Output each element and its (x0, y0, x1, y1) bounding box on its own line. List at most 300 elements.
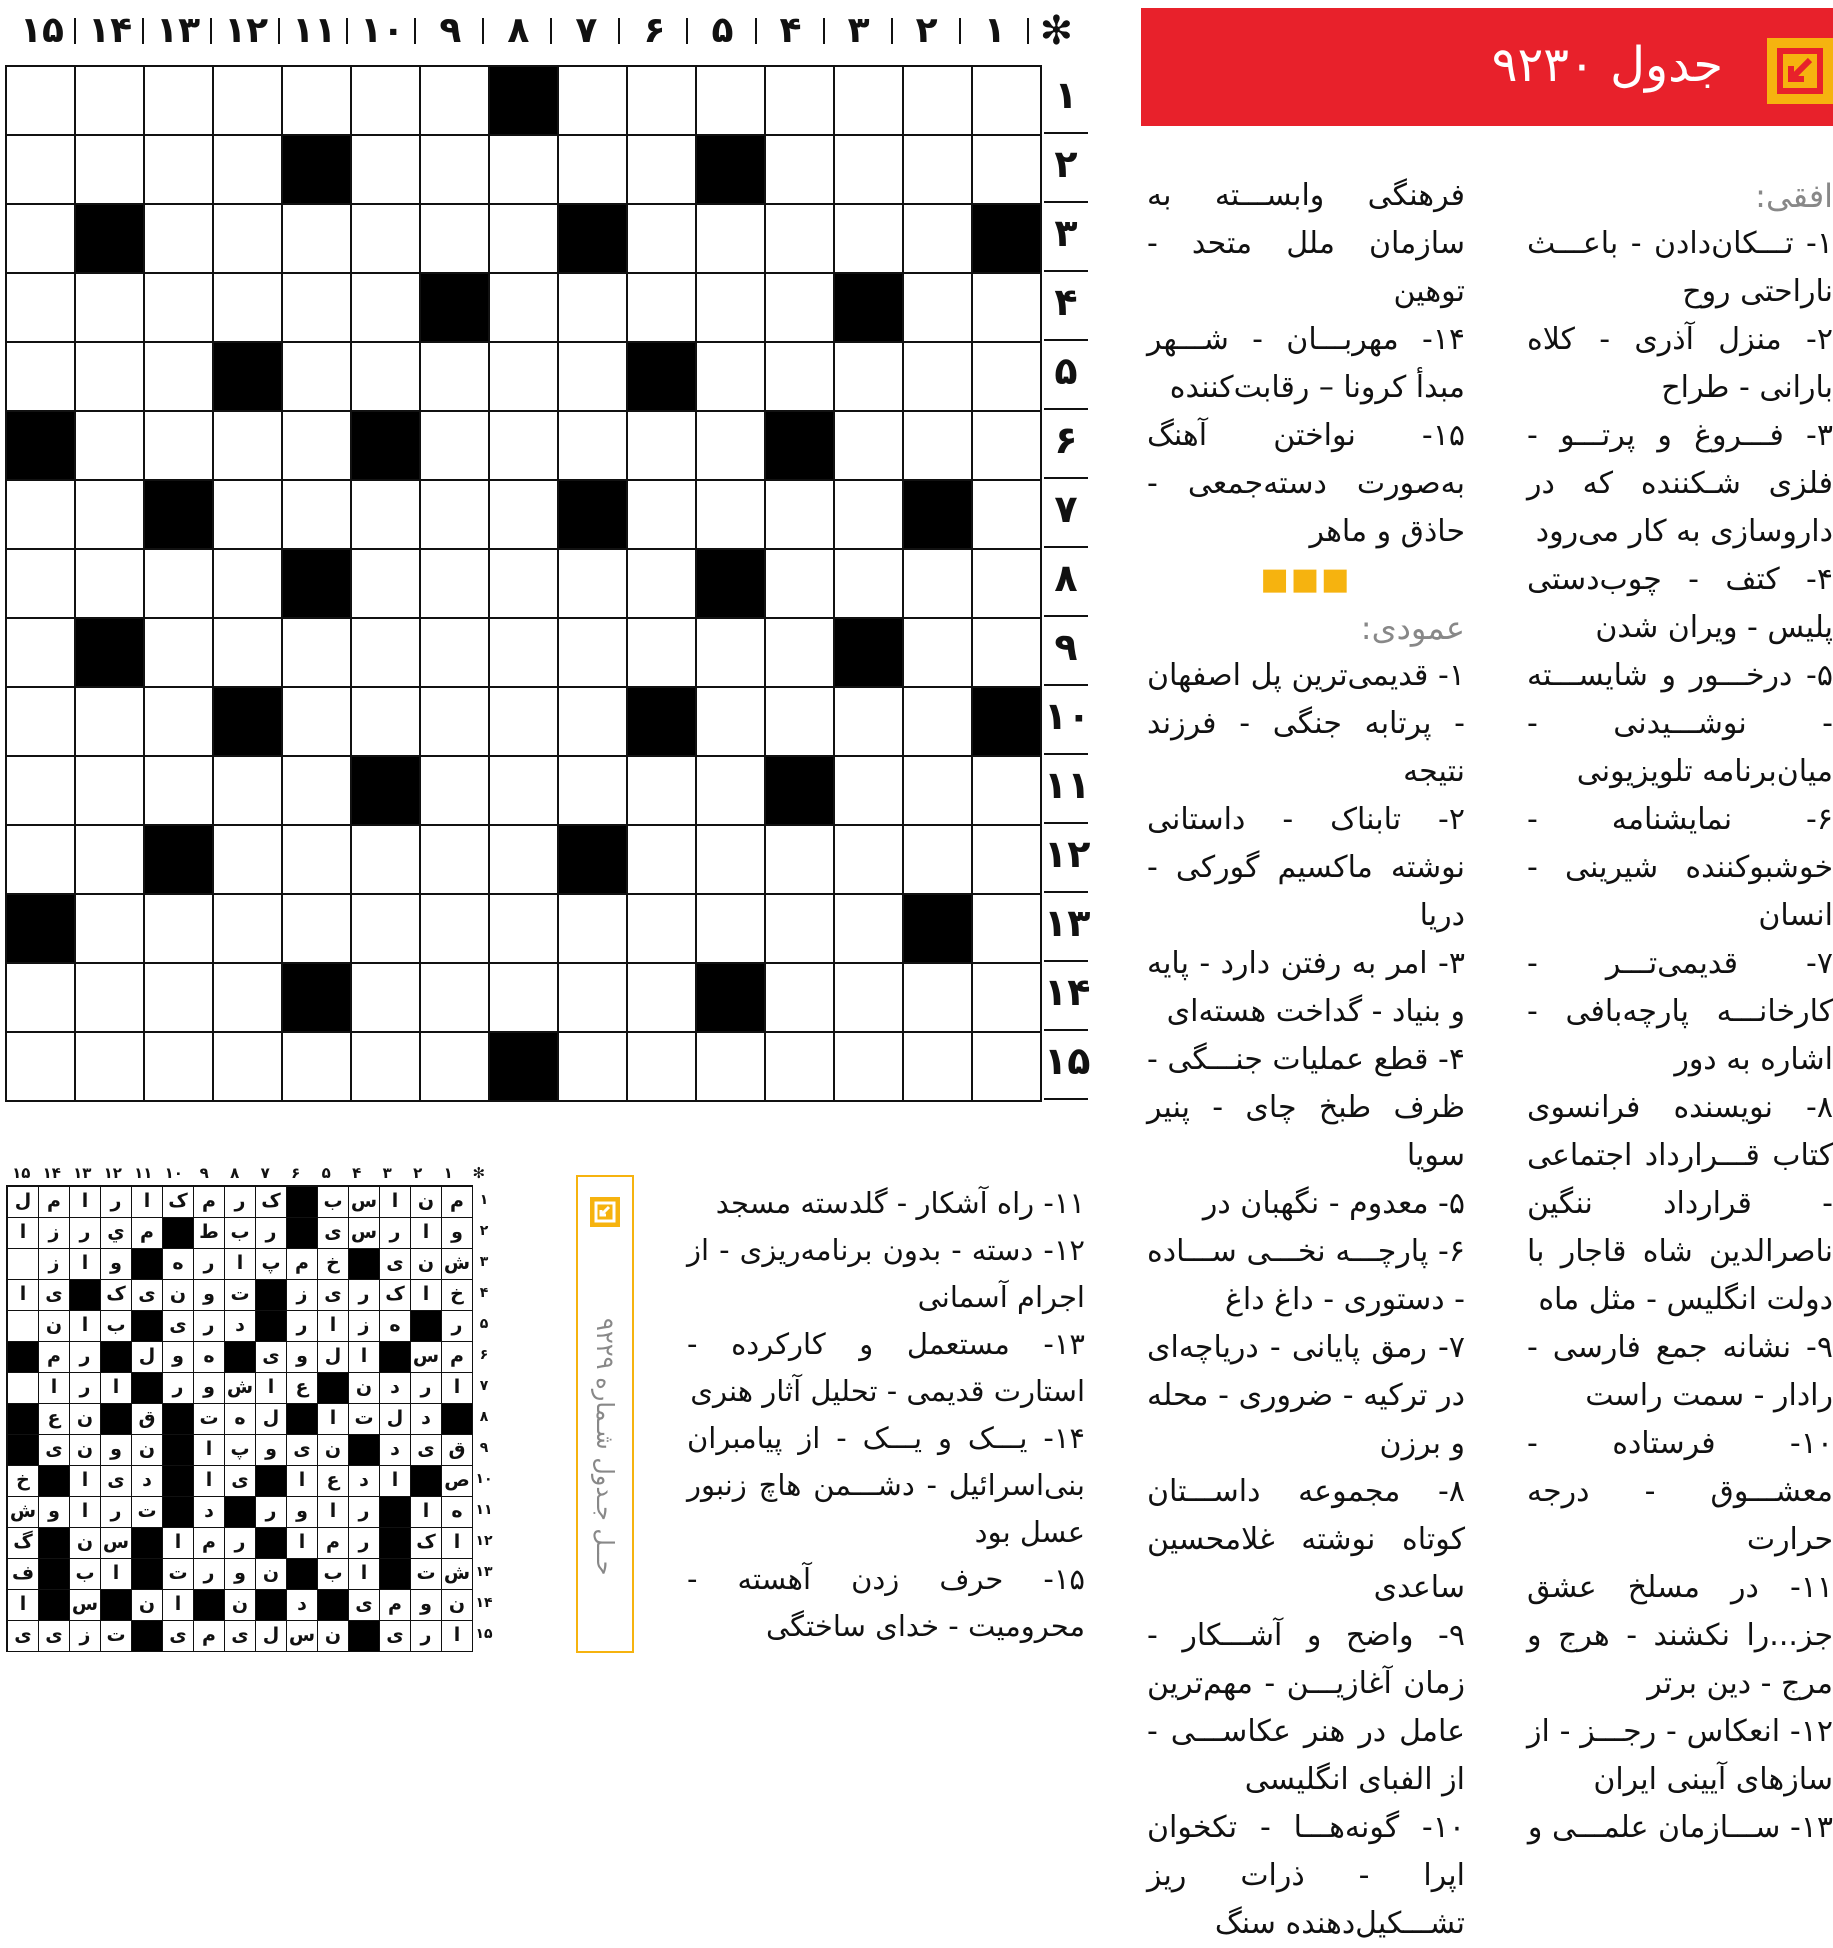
answer-cell[interactable] (904, 757, 973, 826)
answer-cell[interactable] (145, 688, 214, 757)
solution-row-number: ۱ (479, 1192, 489, 1208)
answer-cell[interactable] (766, 550, 835, 619)
answer-cell[interactable] (352, 205, 421, 274)
answer-cell[interactable] (835, 1033, 904, 1102)
answer-cell[interactable] (283, 343, 352, 412)
answer-cell[interactable] (904, 205, 973, 274)
solution-letter-cell: ر (411, 1621, 442, 1652)
answer-cell[interactable] (352, 895, 421, 964)
solution-letter-cell: ا (132, 1187, 163, 1218)
solution-column-number: ۴ (352, 1164, 362, 1182)
answer-cell[interactable] (214, 412, 283, 481)
answer-cell[interactable] (352, 481, 421, 550)
answer-cell[interactable] (973, 1033, 1042, 1102)
answer-cell[interactable] (973, 343, 1042, 412)
solution-row-number: ۱۰ (475, 1471, 493, 1487)
solution-black-cell (101, 1342, 132, 1373)
solution-letter-cell: ی (101, 1466, 132, 1497)
answer-cell[interactable] (697, 619, 766, 688)
answer-cell[interactable] (835, 136, 904, 205)
answer-cell[interactable] (973, 136, 1042, 205)
solution-letter-cell: ی (287, 1435, 318, 1466)
answer-cell[interactable] (766, 67, 835, 136)
clue-text: ۵- درخـــور و شایســـته - نوشـــیدنی - میان‌برنامه تلویزیونی (1527, 658, 1833, 789)
column-number: ۲ (893, 6, 961, 56)
row-number: ۱۱ (1044, 755, 1088, 824)
solution-letter-cell: ن (163, 1280, 194, 1311)
answer-cell[interactable] (628, 136, 697, 205)
row-number: ۲ (1044, 134, 1088, 203)
black-cell (697, 964, 766, 1033)
solution-letter-cell: ر (194, 1249, 225, 1280)
answer-cell[interactable] (628, 619, 697, 688)
answer-cell[interactable] (904, 964, 973, 1033)
answer-cell[interactable] (559, 412, 628, 481)
black-cell (973, 205, 1042, 274)
answer-cell[interactable] (421, 619, 490, 688)
black-cell (490, 67, 559, 136)
solution-letter-cell: د (411, 1404, 442, 1435)
answer-cell[interactable] (490, 964, 559, 1033)
solution-letter-cell: س (101, 1528, 132, 1559)
clue-text: ۵- معدوم - نگهبان در (1202, 1186, 1465, 1221)
row-number: ۱ (1044, 65, 1088, 134)
answer-cell[interactable] (214, 481, 283, 550)
answer-cell[interactable] (973, 757, 1042, 826)
answer-cell[interactable] (283, 895, 352, 964)
answer-cell[interactable] (904, 274, 973, 343)
answer-cell[interactable] (352, 136, 421, 205)
answer-cell[interactable] (214, 1033, 283, 1102)
answer-cell[interactable] (352, 550, 421, 619)
answer-cell[interactable] (7, 205, 76, 274)
solution-letter-cell: ی (39, 1621, 70, 1652)
answer-cell[interactable] (352, 67, 421, 136)
answer-cell[interactable] (352, 688, 421, 757)
answer-cell[interactable] (628, 550, 697, 619)
column-numbers-header (8, 6, 1084, 56)
solution-letter-cell: ا (70, 1497, 101, 1528)
solution-letter-cell: ر (101, 1497, 132, 1528)
black-cell (904, 481, 973, 550)
solution-letter-cell: ا (70, 1187, 101, 1218)
answer-cell[interactable] (697, 1033, 766, 1102)
answer-cell[interactable] (76, 274, 145, 343)
black-cell (76, 205, 145, 274)
answer-cell[interactable] (421, 826, 490, 895)
solution-letter-cell: ه (194, 1342, 225, 1373)
solution-letter-cell: ا (287, 1528, 318, 1559)
answer-cell[interactable] (145, 274, 214, 343)
answer-cell[interactable] (835, 757, 904, 826)
answer-cell[interactable] (76, 343, 145, 412)
solution-letter-cell: ق (442, 1435, 473, 1466)
solution-row-number: ۳ (479, 1254, 489, 1270)
answer-cell[interactable] (973, 67, 1042, 136)
answer-cell[interactable] (628, 826, 697, 895)
solution-letter-cell: م (39, 1342, 70, 1373)
answer-cell[interactable] (973, 826, 1042, 895)
answer-cell[interactable] (697, 688, 766, 757)
answer-cell[interactable] (421, 67, 490, 136)
answer-cell[interactable] (421, 964, 490, 1033)
answer-cell[interactable] (76, 136, 145, 205)
answer-cell[interactable] (145, 136, 214, 205)
answer-cell[interactable] (490, 274, 559, 343)
clue-text: ۶- پارچـــه نخـــی ســـاده - دستوری - داغ داغ (1147, 1234, 1465, 1317)
answer-cell[interactable] (766, 136, 835, 205)
solution-letter-cell: ر (256, 1497, 287, 1528)
answer-cell[interactable] (7, 274, 76, 343)
answer-cell[interactable] (697, 205, 766, 274)
solution-letter-cell: ت (132, 1497, 163, 1528)
answer-cell[interactable] (7, 67, 76, 136)
answer-cell[interactable] (145, 757, 214, 826)
solution-row-number: ۵ (479, 1316, 489, 1332)
answer-cell[interactable] (559, 1033, 628, 1102)
answer-cell[interactable] (559, 550, 628, 619)
solution-column-number: ۳ (382, 1164, 392, 1182)
answer-cell[interactable] (214, 895, 283, 964)
answer-cell[interactable] (352, 343, 421, 412)
solution-black-cell (287, 1559, 318, 1590)
row-number: ۴ (1044, 272, 1088, 341)
answer-cell[interactable] (7, 964, 76, 1033)
answer-cell[interactable] (283, 412, 352, 481)
answer-cell[interactable] (628, 205, 697, 274)
answer-cell[interactable] (490, 550, 559, 619)
answer-cell[interactable] (766, 205, 835, 274)
solution-black-cell (256, 1528, 287, 1559)
solution-row-number: ۴ (479, 1285, 489, 1301)
solution-letter-cell: ا (442, 1528, 473, 1559)
answer-cell[interactable] (835, 550, 904, 619)
answer-cell[interactable] (145, 619, 214, 688)
answer-cell[interactable] (76, 1033, 145, 1102)
answer-cell[interactable] (421, 205, 490, 274)
answer-cell[interactable] (628, 1033, 697, 1102)
answer-cell[interactable] (559, 343, 628, 412)
solution-row-number: ۱۱ (475, 1502, 493, 1518)
answer-cell[interactable] (352, 619, 421, 688)
column-number: ۱۰ (348, 6, 416, 56)
answer-cell[interactable] (490, 205, 559, 274)
answer-cell[interactable] (214, 274, 283, 343)
answer-cell[interactable] (766, 274, 835, 343)
answer-cell[interactable] (352, 1033, 421, 1102)
solution-row-number: ۸ (479, 1409, 489, 1425)
solution-letter-cell: ع (39, 1404, 70, 1435)
answer-cell[interactable] (835, 964, 904, 1033)
answer-cell[interactable] (973, 619, 1042, 688)
answer-cell[interactable] (214, 964, 283, 1033)
solution-letter-cell: ی (163, 1621, 194, 1652)
answer-cell[interactable] (7, 1033, 76, 1102)
solution-letter-cell: ت (349, 1404, 380, 1435)
answer-cell[interactable] (76, 412, 145, 481)
answer-cell[interactable] (904, 412, 973, 481)
solution-black-cell (163, 1404, 194, 1435)
answer-cell[interactable] (145, 412, 214, 481)
answer-cell[interactable] (973, 274, 1042, 343)
column-number: ۱۴ (76, 6, 144, 56)
black-cell (283, 136, 352, 205)
solution-letter-cell: ا (349, 1559, 380, 1590)
solution-letter-cell: ن (256, 1559, 287, 1590)
answer-cell[interactable] (904, 688, 973, 757)
answer-cell[interactable] (76, 67, 145, 136)
answer-cell[interactable] (490, 481, 559, 550)
answer-cell[interactable] (490, 757, 559, 826)
black-cell (559, 205, 628, 274)
answer-cell[interactable] (145, 964, 214, 1033)
answer-cell[interactable] (904, 550, 973, 619)
answer-cell[interactable] (697, 274, 766, 343)
solution-letter-cell: و (163, 1342, 194, 1373)
solution-black-cell (380, 1497, 411, 1528)
answer-cell[interactable] (283, 67, 352, 136)
answer-cell[interactable] (76, 688, 145, 757)
answer-cell[interactable] (835, 481, 904, 550)
answer-cell[interactable] (697, 757, 766, 826)
solution-letter-cell: س (349, 1187, 380, 1218)
answer-cell[interactable] (835, 826, 904, 895)
column-number: ۱۱ (280, 6, 348, 56)
answer-cell[interactable] (352, 826, 421, 895)
answer-cell[interactable] (559, 895, 628, 964)
answer-cell[interactable] (490, 826, 559, 895)
answer-cell[interactable] (628, 757, 697, 826)
answer-cell[interactable] (421, 550, 490, 619)
answer-cell[interactable] (766, 1033, 835, 1102)
clue-text: ۱- قدیمی‌ترین پل اصفهان - پرتابه جنگی - فرزند نتیجه (1147, 658, 1465, 789)
answer-cell[interactable] (835, 895, 904, 964)
answer-cell[interactable] (559, 964, 628, 1033)
answer-cell[interactable] (214, 757, 283, 826)
answer-cell[interactable] (766, 343, 835, 412)
solution-letter-cell: ا (349, 1342, 380, 1373)
solution-letter-cell: ا (380, 1466, 411, 1497)
answer-cell[interactable] (628, 964, 697, 1033)
answer-cell[interactable] (904, 826, 973, 895)
answer-cell[interactable] (835, 688, 904, 757)
answer-cell[interactable] (283, 274, 352, 343)
answer-cell[interactable] (214, 826, 283, 895)
answer-cell[interactable] (835, 205, 904, 274)
answer-cell[interactable] (421, 688, 490, 757)
answer-cell[interactable] (421, 343, 490, 412)
answer-cell[interactable] (559, 274, 628, 343)
answer-cell[interactable] (283, 826, 352, 895)
answer-cell[interactable] (283, 619, 352, 688)
answer-cell[interactable] (7, 619, 76, 688)
solution-letter-cell: و (225, 1559, 256, 1590)
answer-cell[interactable] (628, 67, 697, 136)
answer-cell[interactable] (766, 895, 835, 964)
answer-cell[interactable] (352, 274, 421, 343)
answer-cell[interactable] (7, 688, 76, 757)
answer-cell[interactable] (490, 895, 559, 964)
solution-letter-cell: ا (70, 1249, 101, 1280)
answer-cell[interactable] (628, 274, 697, 343)
answer-cell[interactable] (283, 757, 352, 826)
clue-text: ۶- نمایشنامه - خوشبوکننده شیرینی - انسان (1527, 802, 1833, 933)
answer-cell[interactable] (145, 67, 214, 136)
solution-letter-cell: ی (318, 1280, 349, 1311)
answer-cell[interactable] (214, 550, 283, 619)
solution-letter-cell: ز (39, 1249, 70, 1280)
answer-cell[interactable] (697, 67, 766, 136)
answer-cell[interactable] (76, 895, 145, 964)
solution-black-cell (225, 1342, 256, 1373)
answer-cell[interactable] (697, 343, 766, 412)
answer-cell[interactable] (904, 67, 973, 136)
answer-cell[interactable] (490, 136, 559, 205)
answer-cell[interactable] (490, 412, 559, 481)
answer-cell[interactable] (697, 826, 766, 895)
answer-cell[interactable] (628, 412, 697, 481)
answer-cell[interactable] (766, 688, 835, 757)
solution-letter-cell: و (411, 1590, 442, 1621)
answer-cell[interactable] (283, 205, 352, 274)
answer-cell[interactable] (7, 757, 76, 826)
answer-cell[interactable] (835, 343, 904, 412)
answer-cell[interactable] (490, 619, 559, 688)
solution-black-cell (349, 1249, 380, 1280)
solution-letter-cell: پ (256, 1249, 287, 1280)
answer-cell[interactable] (145, 895, 214, 964)
answer-cell[interactable] (214, 619, 283, 688)
answer-cell[interactable] (283, 1033, 352, 1102)
answer-cell[interactable] (904, 1033, 973, 1102)
answer-cell[interactable] (973, 964, 1042, 1033)
answer-cell[interactable] (421, 412, 490, 481)
column-number: ۳ (825, 6, 893, 56)
solution-letter-cell: د (225, 1311, 256, 1342)
answer-cell[interactable] (835, 412, 904, 481)
answer-cell[interactable] (145, 550, 214, 619)
answer-cell[interactable] (559, 136, 628, 205)
row-numbers-header (1044, 65, 1091, 1100)
vertical-clues-heading: عمودی: (1360, 609, 1465, 647)
solution-letter-cell: ک (380, 1280, 411, 1311)
solution-black-cell (132, 1373, 163, 1404)
answer-cell[interactable] (697, 412, 766, 481)
answer-cell[interactable] (76, 550, 145, 619)
solution-black-cell (101, 1404, 132, 1435)
solution-black-cell (132, 1249, 163, 1280)
answer-cell[interactable] (628, 481, 697, 550)
answer-cell[interactable] (559, 757, 628, 826)
solution-letter-cell: ر (380, 1218, 411, 1249)
answer-cell[interactable] (697, 481, 766, 550)
answer-cell[interactable] (421, 481, 490, 550)
solution-letter-cell: م (318, 1528, 349, 1559)
answer-cell[interactable] (559, 619, 628, 688)
answer-cell[interactable] (76, 964, 145, 1033)
answer-cell[interactable] (766, 481, 835, 550)
answer-cell[interactable] (559, 688, 628, 757)
answer-cell[interactable] (904, 619, 973, 688)
answer-cell[interactable] (283, 688, 352, 757)
answer-cell[interactable] (973, 412, 1042, 481)
answer-cell[interactable] (421, 1033, 490, 1102)
answer-cell[interactable] (421, 895, 490, 964)
answer-cell[interactable] (766, 964, 835, 1033)
answer-cell[interactable] (76, 481, 145, 550)
answer-cell[interactable] (352, 964, 421, 1033)
answer-cell[interactable] (628, 895, 697, 964)
answer-cell[interactable] (214, 205, 283, 274)
solution-letter-cell: د (349, 1466, 380, 1497)
answer-cell[interactable] (490, 343, 559, 412)
answer-cell[interactable] (76, 826, 145, 895)
solution-black-cell (411, 1311, 442, 1342)
solution-column-numbers (6, 1163, 546, 1183)
black-cell (697, 136, 766, 205)
clue-text: ۱۲- دسته - بدون برنامه‌ریزی - از اجرام آسمانی (687, 1233, 1085, 1314)
clue-text: ۱۱- در مسلخ عشق جز...را نکشند - هرج و مرج - دین برتر (1527, 1570, 1833, 1701)
solution-black-cell (256, 1466, 287, 1497)
solution-letter-cell (8, 1311, 39, 1342)
answer-cell[interactable] (766, 826, 835, 895)
answer-cell[interactable] (76, 757, 145, 826)
solution-letter-cell: ا (163, 1590, 194, 1621)
row-number: ۱۰ (1044, 686, 1088, 755)
answer-cell[interactable] (214, 67, 283, 136)
solution-letter-cell: ر (225, 1528, 256, 1559)
vertical-clues-list (1147, 652, 1465, 1948)
answer-cell[interactable] (7, 826, 76, 895)
answer-cell[interactable] (697, 895, 766, 964)
answer-cell[interactable] (145, 343, 214, 412)
answer-cell[interactable] (559, 67, 628, 136)
answer-cell[interactable] (835, 67, 904, 136)
solution-letter-cell: و (287, 1497, 318, 1528)
answer-cell[interactable] (145, 1033, 214, 1102)
horizontal-clues-column (1527, 172, 1833, 1852)
answer-cell[interactable] (421, 757, 490, 826)
solution-letter-cell: ر (101, 1187, 132, 1218)
answer-cell[interactable] (7, 343, 76, 412)
solution-black-cell (287, 1187, 318, 1218)
solution-letter-cell: پ (225, 1435, 256, 1466)
answer-cell[interactable] (7, 136, 76, 205)
black-cell (145, 826, 214, 895)
answer-cell[interactable] (283, 481, 352, 550)
answer-cell[interactable] (973, 481, 1042, 550)
answer-cell[interactable] (490, 688, 559, 757)
answer-cell[interactable] (973, 895, 1042, 964)
answer-cell[interactable] (904, 343, 973, 412)
solution-letter-cell: ر (70, 1218, 101, 1249)
solution-letter-cell: ل (256, 1621, 287, 1652)
answer-cell[interactable] (7, 481, 76, 550)
solution-letter-cell: ر (70, 1373, 101, 1404)
solution-letter-cell: ز (39, 1218, 70, 1249)
answer-cell[interactable] (421, 136, 490, 205)
answer-cell[interactable] (214, 136, 283, 205)
answer-cell[interactable] (904, 136, 973, 205)
corner-star-icon: ✻ (1039, 8, 1074, 54)
answer-cell[interactable] (766, 619, 835, 688)
answer-cell[interactable] (145, 205, 214, 274)
answer-cell[interactable] (973, 550, 1042, 619)
solution-letter-cell: خ (442, 1280, 473, 1311)
solution-row-number: ۱۴ (475, 1595, 493, 1611)
answer-cell[interactable] (7, 550, 76, 619)
solution-column-number: ۱۲ (103, 1164, 122, 1182)
